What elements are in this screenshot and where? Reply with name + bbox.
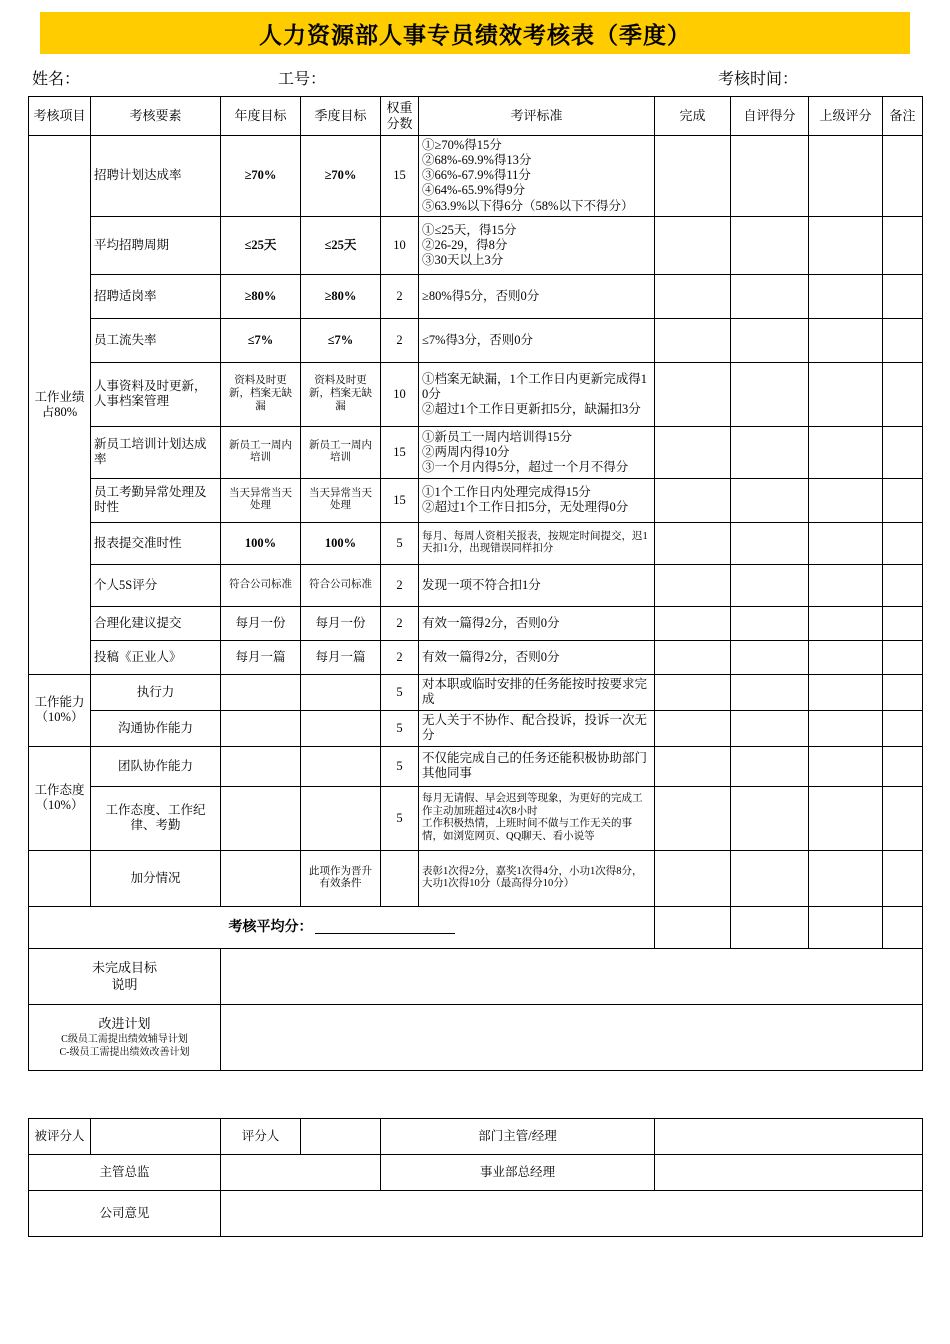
row-manager-score-cell[interactable] — [809, 362, 883, 426]
criteria-cell: 表彰1次得2分，嘉奖1次得4分，小功1次得8分，大功1次得10分（最高得分10分） — [419, 850, 655, 906]
row-self-score-cell[interactable] — [731, 786, 809, 850]
quarter-target-cell: ≤25天 — [301, 216, 381, 274]
quarter-target-cell — [301, 710, 381, 746]
element-cell: 平均招聘周期 — [91, 216, 221, 274]
improvement-plan-sub-1: C级员工需提出绩效辅导计划 — [61, 1033, 188, 1045]
row-remark-cell[interactable] — [883, 710, 923, 746]
criteria-cell: 有效一篇得2分，否则0分 — [419, 640, 655, 674]
row-self-score-cell[interactable] — [731, 478, 809, 522]
category-label-1: 工作业绩占80% — [29, 135, 91, 674]
table-row — [29, 318, 923, 362]
average-score-blank[interactable] — [315, 933, 455, 934]
weight-cell: 2 — [381, 564, 419, 606]
row-remark-cell[interactable] — [883, 362, 923, 426]
annual-target-cell — [221, 746, 301, 786]
quarter-target-cell: 当天异常当天处理 — [301, 478, 381, 522]
row-self-score-cell[interactable] — [731, 522, 809, 564]
row-complete-cell[interactable] — [655, 710, 731, 746]
improvement-plan-value[interactable] — [221, 1004, 923, 1070]
table-row — [29, 674, 923, 710]
row-remark-cell[interactable] — [883, 135, 923, 216]
weight-cell: 2 — [381, 640, 419, 674]
employee-no-label: 工号： — [278, 71, 327, 88]
row-self-score-cell[interactable] — [731, 318, 809, 362]
average-self-score-cell[interactable] — [731, 906, 809, 948]
row-remark-cell[interactable] — [883, 674, 923, 710]
element-cell: 个人5S评分 — [91, 564, 221, 606]
element-cell: 沟通协作能力 — [91, 710, 221, 746]
category-label-4 — [29, 850, 91, 906]
signature-label-dept-manager: 部门主管/经理 — [381, 1119, 655, 1155]
col-header-manager-score: 上级评分 — [809, 97, 883, 136]
average-complete-cell[interactable] — [655, 906, 731, 948]
criteria-cell: 每月无请假、早会迟到等现象，为更好的完成工作主动加班超过4次8小时 工作积极热情，上班时间不做与工作无关的事情，如浏览网页、QQ聊天、看小说等 — [419, 786, 655, 850]
element-cell: 工作态度、工作纪律、考勤 — [91, 786, 221, 850]
element-cell: 员工考勤异常处理及时性 — [91, 478, 221, 522]
row-complete-cell[interactable] — [655, 674, 731, 710]
col-header-complete: 完成 — [655, 97, 731, 136]
row-remark-cell[interactable] — [883, 318, 923, 362]
row-manager-score-cell[interactable] — [809, 640, 883, 674]
weight-cell: 5 — [381, 786, 419, 850]
annual-target-cell: 每月一份 — [221, 606, 301, 640]
annual-target-cell — [221, 786, 301, 850]
quarter-target-cell: ≥80% — [301, 274, 381, 318]
quarter-target-cell: ≤7% — [301, 318, 381, 362]
row-remark-cell[interactable] — [883, 426, 923, 478]
form-meta-row — [28, 62, 922, 92]
row-manager-score-cell[interactable] — [809, 274, 883, 318]
row-remark-cell[interactable] — [883, 786, 923, 850]
table-row — [29, 426, 923, 478]
annual-target-cell: 当天异常当天处理 — [221, 478, 301, 522]
row-self-score-cell[interactable] — [731, 640, 809, 674]
annual-target-cell — [221, 850, 301, 906]
signature-row — [29, 1119, 923, 1155]
row-self-score-cell[interactable] — [731, 135, 809, 216]
table-row — [29, 850, 923, 906]
element-cell: 招聘计划达成率 — [91, 135, 221, 216]
row-complete-cell[interactable] — [655, 786, 731, 850]
form-title-banner — [40, 12, 910, 54]
signature-value-rater[interactable] — [301, 1119, 381, 1155]
col-header-criteria: 考评标准 — [419, 97, 655, 136]
annual-target-cell: 每月一篇 — [221, 640, 301, 674]
element-cell: 投稿《正业人》 — [91, 640, 221, 674]
criteria-cell: 每月、每周人资相关报表，按规定时间提交，迟1天扣1分，出现错误同样扣分 — [419, 522, 655, 564]
element-cell: 员工流失率 — [91, 318, 221, 362]
element-cell: 报表提交准时性 — [91, 522, 221, 564]
row-remark-cell[interactable] — [883, 640, 923, 674]
annual-target-cell: ≥70% — [221, 135, 301, 216]
quarter-target-cell — [301, 746, 381, 786]
incomplete-goals-value[interactable] — [221, 948, 923, 1004]
row-complete-cell[interactable] — [655, 746, 731, 786]
row-self-score-cell[interactable] — [731, 426, 809, 478]
signature-value-director[interactable] — [221, 1155, 381, 1191]
row-remark-cell[interactable] — [883, 746, 923, 786]
row-manager-score-cell[interactable] — [809, 850, 883, 906]
annual-target-cell: ≥80% — [221, 274, 301, 318]
row-remark-cell[interactable] — [883, 216, 923, 274]
col-header-element: 考核要素 — [91, 97, 221, 136]
signature-row — [29, 1155, 923, 1191]
weight-cell: 15 — [381, 426, 419, 478]
signature-label-director: 主管总监 — [29, 1155, 221, 1191]
row-manager-score-cell[interactable] — [809, 564, 883, 606]
quarter-target-cell: 此项作为晋升有效条件 — [301, 850, 381, 906]
row-manager-score-cell[interactable] — [809, 786, 883, 850]
row-manager-score-cell[interactable] — [809, 710, 883, 746]
table-row — [29, 478, 923, 522]
weight-cell — [381, 850, 419, 906]
weight-cell: 5 — [381, 710, 419, 746]
row-self-score-cell[interactable] — [731, 216, 809, 274]
incomplete-goals-label: 未完成目标 说明 — [29, 948, 221, 1004]
annual-target-cell: 符合公司标准 — [221, 564, 301, 606]
signature-value-gm[interactable] — [655, 1155, 923, 1191]
note-row-incomplete-goals — [29, 948, 923, 1004]
element-cell: 加分情况 — [91, 850, 221, 906]
table-row — [29, 786, 923, 850]
row-complete-cell[interactable] — [655, 640, 731, 674]
weight-cell: 10 — [381, 362, 419, 426]
annual-target-cell: ≤7% — [221, 318, 301, 362]
annual-target-cell — [221, 710, 301, 746]
row-manager-score-cell[interactable] — [809, 606, 883, 640]
quarter-target-cell: 每月一份 — [301, 606, 381, 640]
quarter-target-cell: 每月一篇 — [301, 640, 381, 674]
criteria-cell: ①新员工一周内培训得15分 ②两周内得10分 ③一个月内得5分，超过一个月不得分 — [419, 426, 655, 478]
signature-table — [28, 1118, 923, 1237]
table-row — [29, 522, 923, 564]
criteria-cell: ≥80%得5分，否则0分 — [419, 274, 655, 318]
signature-value-reviewee[interactable] — [91, 1119, 221, 1155]
average-remark-cell[interactable] — [883, 906, 923, 948]
element-cell: 新员工培训计划达成率 — [91, 426, 221, 478]
row-self-score-cell[interactable] — [731, 564, 809, 606]
page-title: 人力资源部人事专员绩效考核表（季度） — [259, 21, 691, 48]
weight-cell: 5 — [381, 522, 419, 564]
col-header-remark: 备注 — [883, 97, 923, 136]
quarter-target-cell — [301, 786, 381, 850]
improvement-plan-label: 改进计划 C级员工需提出绩效辅导计划 C-级员工需提出绩效改善计划 — [29, 1004, 221, 1070]
table-row — [29, 362, 923, 426]
criteria-cell: ①1个工作日内处理完成得15分 ②超过1个工作日扣5分，无处理得0分 — [419, 478, 655, 522]
row-remark-cell[interactable] — [883, 478, 923, 522]
signature-value-dept-manager[interactable] — [655, 1119, 923, 1155]
weight-cell: 5 — [381, 674, 419, 710]
row-complete-cell[interactable] — [655, 522, 731, 564]
category-label-3: 工作态度 （10%） — [29, 746, 91, 850]
row-remark-cell[interactable] — [883, 606, 923, 640]
evaluation-table — [28, 96, 923, 1071]
row-remark-cell[interactable] — [883, 274, 923, 318]
criteria-cell: ①档案无缺漏，1个工作日内更新完成得10分 ②超过1个工作日更新扣5分，缺漏扣3分 — [419, 362, 655, 426]
row-remark-cell[interactable] — [883, 850, 923, 906]
signature-row — [29, 1191, 923, 1237]
row-manager-score-cell[interactable] — [809, 674, 883, 710]
col-header-item: 考核项目 — [29, 97, 91, 136]
table-row — [29, 640, 923, 674]
weight-cell: 10 — [381, 216, 419, 274]
criteria-cell: ≤7%得3分，否则0分 — [419, 318, 655, 362]
weight-cell: 2 — [381, 274, 419, 318]
table-row — [29, 746, 923, 786]
quarter-target-cell: ≥70% — [301, 135, 381, 216]
signature-label-rater: 评分人 — [221, 1119, 301, 1155]
table-row — [29, 216, 923, 274]
row-self-score-cell[interactable] — [731, 674, 809, 710]
annual-target-cell: 新员工一周内培训 — [221, 426, 301, 478]
quarter-target-cell: 资料及时更新，档案无缺漏 — [301, 362, 381, 426]
row-complete-cell[interactable] — [655, 478, 731, 522]
weight-cell: 2 — [381, 606, 419, 640]
weight-cell: 2 — [381, 318, 419, 362]
criteria-cell: ①≤25天，得15分 ②26-29，得8分 ③30天以上3分 — [419, 216, 655, 274]
row-remark-cell[interactable] — [883, 564, 923, 606]
row-self-score-cell[interactable] — [731, 362, 809, 426]
row-complete-cell[interactable] — [655, 135, 731, 216]
table-row — [29, 606, 923, 640]
row-self-score-cell[interactable] — [731, 746, 809, 786]
annual-target-cell — [221, 674, 301, 710]
weight-cell: 15 — [381, 478, 419, 522]
element-cell: 团队协作能力 — [91, 746, 221, 786]
row-complete-cell[interactable] — [655, 850, 731, 906]
col-header-self-score: 自评得分 — [731, 97, 809, 136]
criteria-cell: ①≥70%得15分 ②68%-69.9%得13分 ③66%-67.9%得11分 ④64%-65.9%得9分 ⑤63.9%以下得6分（58%以下不得分） — [419, 135, 655, 216]
element-cell: 执行力 — [91, 674, 221, 710]
criteria-cell: 有效一篇得2分，否则0分 — [419, 606, 655, 640]
annual-target-cell: ≤25天 — [221, 216, 301, 274]
name-label: 姓名： — [32, 71, 81, 88]
signature-label-reviewee: 被评分人 — [29, 1119, 91, 1155]
row-self-score-cell[interactable] — [731, 850, 809, 906]
col-header-weight: 权重分数 — [381, 97, 419, 136]
quarter-target-cell: 符合公司标准 — [301, 564, 381, 606]
element-cell: 人事资料及时更新，人事档案管理 — [91, 362, 221, 426]
col-header-quarter-target: 季度目标 — [301, 97, 381, 136]
row-self-score-cell[interactable] — [731, 274, 809, 318]
row-complete-cell[interactable] — [655, 274, 731, 318]
row-complete-cell[interactable] — [655, 606, 731, 640]
row-manager-score-cell[interactable] — [809, 318, 883, 362]
row-self-score-cell[interactable] — [731, 710, 809, 746]
element-cell: 招聘适岗率 — [91, 274, 221, 318]
table-row — [29, 135, 923, 216]
weight-cell: 15 — [381, 135, 419, 216]
criteria-cell: 无人关于不协作、配合投诉，投诉一次无分 — [419, 710, 655, 746]
criteria-cell: 不仅能完成自己的任务还能积极协助部门其他同事 — [419, 746, 655, 786]
quarter-target-cell: 新员工一周内培训 — [301, 426, 381, 478]
row-remark-cell[interactable] — [883, 522, 923, 564]
element-cell: 合理化建议提交 — [91, 606, 221, 640]
annual-target-cell: 资料及时更新，档案无缺漏 — [221, 362, 301, 426]
row-manager-score-cell[interactable] — [809, 426, 883, 478]
annual-target-cell: 100% — [221, 522, 301, 564]
table-row — [29, 710, 923, 746]
row-self-score-cell[interactable] — [731, 606, 809, 640]
table-row — [29, 274, 923, 318]
average-score-row — [29, 906, 923, 948]
quarter-target-cell: 100% — [301, 522, 381, 564]
review-time-label: 考核时间： — [718, 71, 799, 88]
row-complete-cell[interactable] — [655, 318, 731, 362]
category-label-2: 工作能力 （10%） — [29, 674, 91, 746]
note-row-improvement-plan — [29, 1004, 923, 1070]
criteria-cell: 对本职或临时安排的任务能按时按要求完成 — [419, 674, 655, 710]
weight-cell: 5 — [381, 746, 419, 786]
row-complete-cell[interactable] — [655, 216, 731, 274]
row-manager-score-cell[interactable] — [809, 135, 883, 216]
row-manager-score-cell[interactable] — [809, 216, 883, 274]
row-manager-score-cell[interactable] — [809, 746, 883, 786]
row-complete-cell[interactable] — [655, 426, 731, 478]
average-score-label: 考核平均分： — [228, 919, 313, 935]
criteria-cell: 发现一项不符合扣1分 — [419, 564, 655, 606]
table-row — [29, 564, 923, 606]
average-manager-score-cell[interactable] — [809, 906, 883, 948]
row-complete-cell[interactable] — [655, 362, 731, 426]
table-header-row — [29, 97, 923, 136]
improvement-plan-sub-2: C-级员工需提出绩效改善计划 — [59, 1047, 190, 1059]
row-manager-score-cell[interactable] — [809, 478, 883, 522]
row-manager-score-cell[interactable] — [809, 522, 883, 564]
signature-label-company-opinion: 公司意见 — [29, 1191, 221, 1237]
quarter-target-cell — [301, 674, 381, 710]
signature-label-gm: 事业部总经理 — [381, 1155, 655, 1191]
signature-value-company-opinion[interactable] — [221, 1191, 923, 1237]
average-score-label-cell — [29, 906, 655, 948]
row-complete-cell[interactable] — [655, 564, 731, 606]
col-header-annual-target: 年度目标 — [221, 97, 301, 136]
